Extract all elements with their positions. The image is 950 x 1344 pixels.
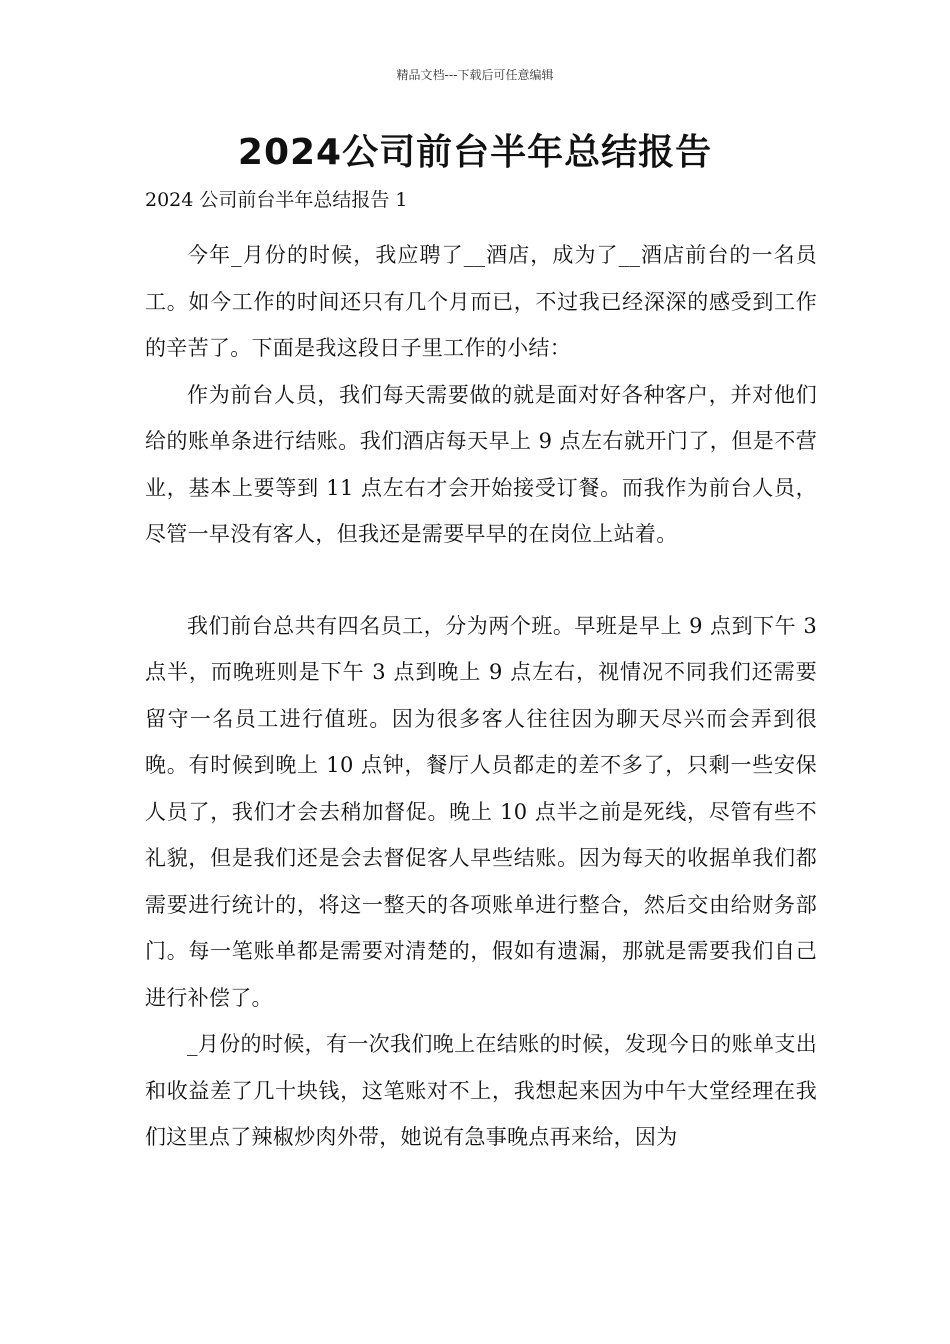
body-text	[145, 232, 817, 1161]
paragraph: 今年_月份的时候，我应聘了__酒店，成为了__酒店前台的一名员工。如今工作的时间还只有几个月而已，不过我已经深深的感受到工作的辛苦了。下面是我这段日子里工作的小结：	[145, 243, 817, 360]
document-title: 2024公司前台半年总结报告	[237, 132, 713, 173]
header-note: 精品文档---下载后可任意编辑	[396, 68, 554, 82]
section-subtitle: 2024 公司前台半年总结报告 1	[145, 189, 408, 211]
paragraph: 我们前台总共有四名员工，分为两个班。早班是早上 9 点到下午 3 点半，而晚班则是下午 3 点到晚上 9 点左右，视情况不同我们还需要留守一名员工进行值班。因为很多客人往往因为聊天尽兴而会弄到很晚。有时候到晚上 10 点钟，餐厅人员都走的差不多了，只剩一些安保人员了，我们才会去稍加督促。晚上 10 点半之前是死线，尽管有些不礼貌，但是我们还是会去督促客人早些结账。因为每天的收据单我们都需要进行统计的，将这一整天的各项账单进行整合，然后交由给财务部门。每一笔账单都是需要对清楚的，假如有遗漏，那就是需要我们自己进行补偿了。	[145, 613, 817, 1010]
paragraph: _月份的时候，有一次我们晚上在结账的时候，发现今日的账单支出和收益差了几十块钱，这笔账对不上，我想起来因为中午大堂经理在我们这里点了辣椒炒肉外带，她说有急事晚点再来给，因为	[145, 1032, 817, 1149]
paragraph: 作为前台人员，我们每天需要做的就是面对好各种客户，并对他们给的账单条进行结账。我们酒店每天早上 9 点左右就开门了，但是不营业，基本上要等到 11 点左右才会开始接受订餐。而我作为前台人员，尽管一早没有客人，但我还是需要早早的在岗位上站着。	[145, 382, 817, 546]
